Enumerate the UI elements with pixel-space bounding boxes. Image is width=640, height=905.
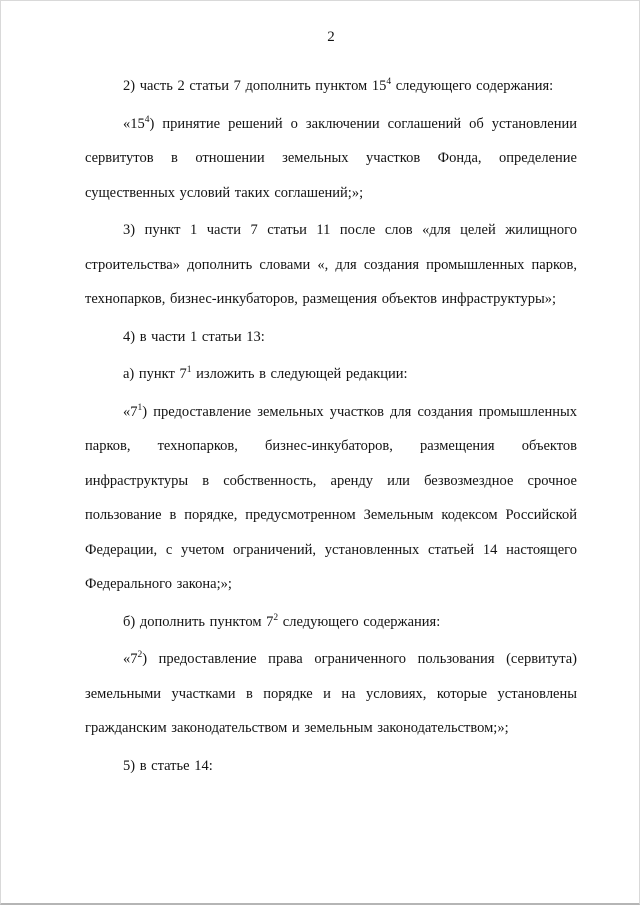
paragraph: 5) в статье 14: <box>123 757 213 774</box>
superscript: 4 <box>386 77 392 88</box>
paragraph: 3) пункт 1 части 7 статьи 11 после слов «для целей жилищного строительства» дополнить словами «, для создания промышленных парков, технопарков, бизнес-инкубаторов, размещения объектов инфраструктуры»; <box>85 222 577 307</box>
paragraph: «$15^4$) принятие решений о заключении соглашений об установлении сервитутов в отношении земельных участков Фонда, определение существенных условий таких соглашений;»; <box>85 114 577 201</box>
paragraph: 2) часть 2 статьи 7 дополнить пунктом $15^4$ следующего содержания: <box>123 77 554 94</box>
page-number: 2 <box>327 29 335 45</box>
document-body <box>85 69 577 783</box>
paragraph: 4) в части 1 статьи 13: <box>123 328 265 345</box>
superscript: 2 <box>137 650 143 661</box>
paragraph: «$7^2$) предоставление права ограниченного пользования (сервитута) земельными участками в порядке и на условиях, которые установлены гражданским законодательством и земельным законодательством;»; <box>85 650 577 736</box>
superscript: 1 <box>186 365 192 376</box>
superscript: 1 <box>137 402 143 413</box>
paragraph: «$7^1$) предоставление земельных участков для создания промышленных парков, технопарков, бизнес-инкубаторов, размещения объектов инфраструктуры в собственность, аренду или безвозмездное срочное пользование в порядке, предусмотренном Земельным кодексом Российской Федерации, с учетом ограничений, установленных статьей 14 настоящего Федерального закона;»; <box>85 402 577 592</box>
paragraph: а) пункт $7^1$ изложить в следующей редакции: <box>123 365 408 382</box>
superscript: 2 <box>273 612 279 623</box>
paragraph: б) дополнить пунктом $7^2$ следующего содержания: <box>123 612 441 630</box>
superscript: 4 <box>144 114 150 125</box>
